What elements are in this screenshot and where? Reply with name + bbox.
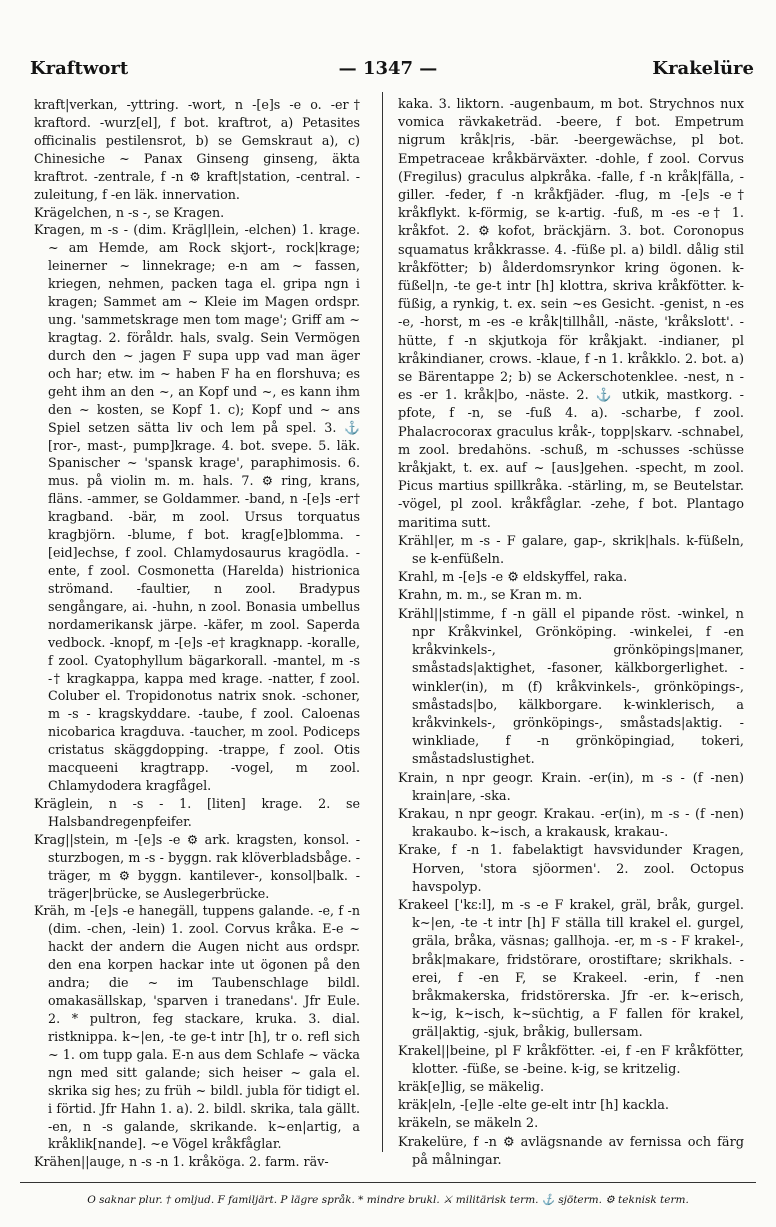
entry: Kräh, m -[e]s -e hanegäll, tuppens galande. -e, f -n (dim. -chen, -lein) 1. zool. Corvus kråka. E-e ~ hackt der andern die Augen nicht aus ordspr. den ena korpen hackar inte ut ögonen på den andra; die ~ im Taubenschlage bildl. omakasällskap, 'sparven i tranedans'. Jfr Eule. 2. * pultron, feg stackare, kruka. 3. dial. ristknippa. k~|en, -te ge-t intr [h], tr o. refl sich ~ 1. om tupp gala. E-n aus dem Schlafe ~ väcka ngn med sitt galande; sich heiser ~ gala el. skrika sig hes; zu früh ~ bildl. jubla för tidigt el. i förtid. Jfr Hahn 1. a). 2. bildl. skrika, tala gällt. -en, n -s galande, skrikande. k~en|artig, a kråklik[nande]. ~e Vögel kråkfåglar. [34,903,360,1152]
entry: Krakel||beine, pl F kråkfötter. -ei, f -en F kråkfötter, klotter. -füße, se -beine. k-ig, se kritzelig. [398,1043,744,1077]
entry: kräk[e]lig, se mäkelig. [398,1079,545,1095]
entry: Krakau, n npr geogr. Krakau. -er(in), m -s - (f -nen) krakaubo. k~isch, a krakausk, krakau-. [398,806,744,841]
page-number: — 1347 — [338,58,438,79]
right-column [398,96,744,1170]
entry: Kräglein, n -s - 1. [liten] krage. 2. se Halsbandregenpfeifer. [34,795,360,829]
entry: Krähl|er, m -s - F galare, gap-, skrik|hals. k-füßeln, se k-enfüßeln. [398,533,744,568]
entry: kräkeln, se mäkeln 2. [398,1116,539,1132]
abbreviation-legend: O saknar plur. † omljud. F familjärt. P lägre språk. * mindre brukl. ⚔ militärisk term. ⚓ sjöterm. ⚙ teknisk term. [87,1194,689,1206]
entry: kaka. 3. liktorn. -augenbaum, m bot. Strychnos nux vomica rävkaketräd. -beere, f bot. Empetrum nigrum kråk|ris, -bär. -beergewächse, pl bot. Empetraceae kråkbärväxter. -dohle, f zool. Corvus (Fregilus) graculus alpkråka. -falle, f -n kråk|fälla, -giller. -feder, f -n kråkfjäder. -flug, m -[e]s -e† kråkflykt. k-förmig, se k-artig. -fuß, m -es -e† 1. kråkfot. 2. ⚙ kofot, bräckjärn. 3. bot. Coronopus squamatus kråkkrasse. 4. -füße pl. a) bildl. dålig stil kråkfötter; b) ålderdomsrynkor kring ögonen. k-füßel|n, -te ge-t intr [h] klottra, skriva kråkfötter. k-füßig, a rynkig, t. ex. sein ~es Gesicht. -genist, n -es -e, -horst, m -es -e kråk|tillhåll, -näste, 'kråkslott'. -hütte, f -n skjutkoja för kråkjakt. -indianer, pl kråkindianer, crows. -klaue, f -n 1. kråkklo. 2. bot. a) se Bärentappe 2; b) se Ackerschotenklee. -nest, n -es -er 1. kråk|bo, -näste. 2. ⚓ utkik, mastkorg. -pfote, f -n, se -fuß 4. a). -scharbe, f zool. Phalacrocorax graculus kråk-, topp|skarv. -schnabel, m zool. bredahöns. -schuß, m -schusses -schüsse kråkjakt, t. ex. auf ~ [aus]gehen. -specht, m zool. Picus martius spillkråka. -stärling, m, se Beutelstar. -vögel, pl zool. kråkfåglar. -zehe, f bot. Plantago maritima sutt. [398,97,744,531]
header-right-guideword: Krakelüre [652,58,754,79]
entry: Krain, n npr geogr. Krain. -er(in), m -s - (f -nen) krain|are, -ska. [398,770,744,804]
entry: Krahl, m -[e]s -e ⚙ eldskyffel, raka. [398,570,628,586]
left-column [34,96,360,1171]
entry: Krähen||auge, n -s -n 1. kråköga. 2. farm. räv- [34,1154,329,1170]
footer-rule [20,1182,756,1183]
entry: kraft|verkan, -yttring. -wort, n -[e]s -e o. -er† kraftord. -wurz[el], f bot. kraftrot, a) Petasites officinalis pestilensrot, b) se Gemskraut a), c) Chinesiche ~ Panax Ginseng ginseng, äkta kraftrot. -zentrale, f -n ⚙ kraft|station, -central. -zuleitung, f -en läk. innervation. [34,97,360,202]
entry: Krägelchen, n -s -, se Kragen. [34,204,225,220]
header-left-guideword: Kraftwort [30,58,129,79]
entry: Krakeel ['kɛ:l], m -s -e F krakel, gräl, bråk, gurgel. k~|en, -te -t intr [h] F ställa till krakel el. gurgel, gräla, bråka, väsnas; gallhoja. -er, m -s - F krakel-, bråk|makare, fridstörare, orostiftare; skrikhals. -erei, f -en F, se Krakeel. -erin, f -nen bråkmakerska, fridstörerska. Jfr -er. k~erisch, k~ig, k~isch, k~süchtig, a F fallen för krakel, gräl|aktig, -sjuk, bråkig, bullersam. [398,897,744,1041]
entry: Krake, f -n 1. fabelaktigt havsvidunder Kragen, Horven, 'stora sjöormen'. 2. zool. Octopus havspolyp. [398,843,744,895]
entry: Krahn, m. m., se Kran m. m. [398,588,583,604]
entry: Krag||stein, m -[e]s -e ⚙ ark. kragsten, konsol. -sturzbogen, m -s - byggn. rak klöverbladsbåge. -träger, m ⚙ byggn. kantilever-, konsol|balk. -träger|brücke, se Auslegerbrücke. [34,831,360,901]
entry: Krähl||stimme, f -n gäll el pipande röst. -winkel, n npr Kråkvinkel, Grönköping. -winkelei, f -en kråkvinkels-, grönköpings|maner, småstads|aktighet, -fasoner, kälkborgerlighet. -winkler(in), m (f) kråkvinkels-, grönköpings-, småstads|bo, kälkborgare. k-winklerisch, a kråkvinkels-, grönköpings-, småstads|aktig. -winkliade, f -n grönköpingiad, tokeri, småstadslustighet. [398,606,744,768]
column-divider [382,92,383,1152]
entry: Kragen, m -s - (dim. Krägl|lein, -elchen) 1. krage. ~ am Hemde, am Rock skjort-, rock|krage; leinerner ~ linnekrage; e-n am ~ fassen, kriegen, nehmen, packen taga el. gripa ngn i kragen; Sammet am ~ Kleie im Magen ordspr. ung. 'sammetskrage men tom mage'; Griff am ~ kragtag. 2. föråldr. hals, svalg. Sein Vermögen durch den ~ jagen F supa upp vad man äger och har; etw. im ~ haben F ha en florshuva; es geht ihm an den ~, an Kopf und ~, es kann ihm den ~ kosten, se Kopf 1. c); Kopf und ~ ans Spiel setzen sätta liv och lem på spel. 3. ⚓ [ror-, mast-, pump]krage. 4. bot. svepe. 5. läk. Spanischer ~ 'spansk krage', paraphimosis. 6. mus. på violin m. m. hals. 7. ⚙ ring, krans, fläns. -ammer, se Goldammer. -band, n -[e]s -er† kragband. -bär, m zool. Ursus torquatus kragbjörn. -blume, f bot. krag[e]blomma. -[eid]echse, f zool. Chlamydosaurus kragödla. -ente, f zool. Cosmonetta (Harelda) histrionica strömand. -faultier, n zool. Bradypus sengångare, ai. -huhn, n zool. Bonasia umbellus nordamerikansk järpe. -käfer, m zool. Saperda vedbock. -knopf, m -[e]s -e† kragknapp. -koralle, f zool. Cyatophyllum bägarkorall. -mantel, m -s -† kragkappa, kappa med krage. -natter, f zool. Coluber el. Tropidonotus natrix snok. -schoner, m -s - kragskyddare. -taube, f zool. Caloenas nicobarica kragduva. -taucher, m zool. Podiceps cristatus skäggdopping. -trappe, f zool. Otis macqueeni kragtrapp. -vogel, m zool. Chlamydodera kragfågel. [34,222,360,794]
page-header [0,52,776,92]
entry: kräk|eln, -[e]le -elte ge-elt intr [h] kackla. [398,1098,669,1114]
entry: Krakelüre, f -n ⚙ avlägsnande av fernissa och färg på målningar. [398,1134,744,1168]
